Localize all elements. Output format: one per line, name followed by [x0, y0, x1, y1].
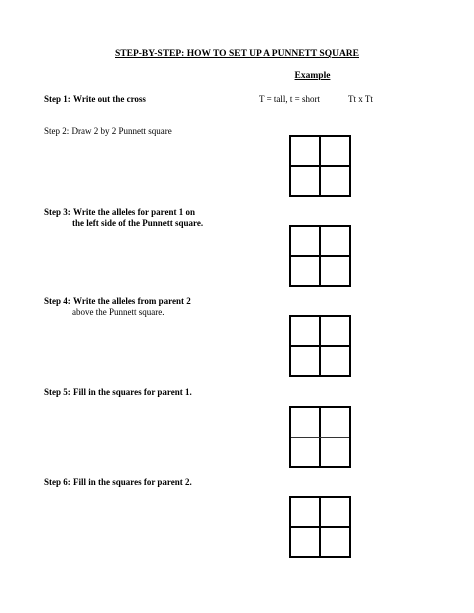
punnett-square-step-3 — [289, 225, 351, 287]
grid-horizontal-line — [291, 165, 349, 167]
step-3-text-line2: the left side of the Punnett square. — [72, 218, 204, 228]
step-5-text: Fill in the squares for parent 1. — [73, 387, 192, 397]
example-heading: Example — [294, 71, 331, 81]
grid-horizontal-line — [291, 437, 349, 438]
step-1-number: Step 1: — [44, 94, 71, 104]
step-4-text-line2: above the Punnett square. — [72, 307, 165, 317]
cross-notation: Tt x Tt — [348, 94, 373, 104]
step-5-number: Step 5: — [44, 387, 71, 397]
grid-horizontal-line — [291, 345, 349, 347]
step-5 — [44, 387, 192, 398]
step-1 — [44, 94, 146, 105]
step-2-text: Draw 2 by 2 Punnett square — [71, 126, 172, 136]
step-2-number: Step 2: — [44, 126, 70, 136]
grid-horizontal-line — [291, 526, 349, 528]
step-4-number: Step 4: — [44, 296, 71, 306]
punnett-square-step-5 — [289, 406, 351, 468]
step-2 — [44, 126, 172, 137]
step-6 — [44, 477, 192, 488]
punnett-square-step-2 — [289, 135, 351, 197]
punnett-square-step-4 — [289, 315, 351, 377]
step-6-text: Fill in the squares for parent 2. — [73, 477, 192, 487]
step-3-text-line1: Write the alleles for parent 1 on — [73, 207, 195, 217]
document-title: STEP-BY-STEP: HOW TO SET UP A PUNNETT SQUARE — [115, 49, 359, 59]
step-4-text-line1: Write the alleles from parent 2 — [73, 296, 191, 306]
step-3 — [44, 207, 203, 229]
grid-horizontal-line — [291, 255, 349, 257]
step-4 — [44, 296, 191, 318]
step-3-number: Step 3: — [44, 207, 71, 217]
trait-key: T = tall, t = short — [259, 94, 320, 104]
step-1-text: Write out the cross — [73, 94, 146, 104]
step-6-number: Step 6: — [44, 477, 71, 487]
punnett-square-step-6 — [289, 496, 351, 558]
